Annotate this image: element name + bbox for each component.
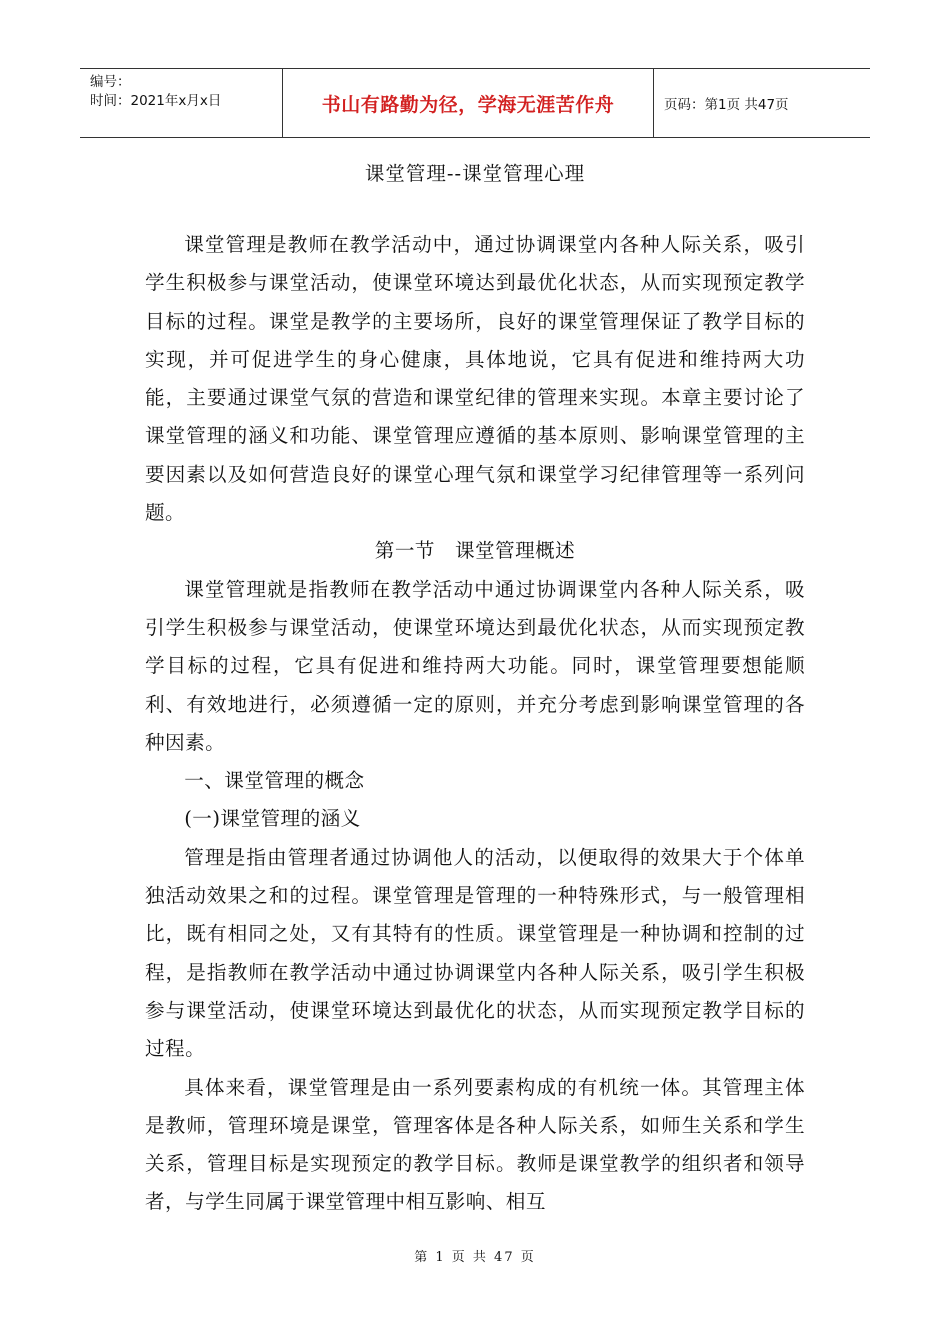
header-motto: 书山有路勤为径，学海无涯苦作舟	[321, 93, 615, 116]
page-footer: 第 1 页 共 47 页	[414, 1250, 536, 1265]
subsection-heading: 一、课堂管理的概念	[184, 769, 365, 793]
document-title: 课堂管理--课堂管理心理	[364, 162, 586, 185]
body-paragraph: 管理是指由管理者通过协调他人的活动，以便取得的效果大于个体单独活动效果之和的过程。课堂管理是管理的一种特殊形式，与一般管理相比，既有相同之处，又有其特有的性质。课堂管理是一种协调和控制的过程，是指教师在教学活动中通过协调课堂内各种人际关系，吸引学生积极参与课堂活动，使课堂环境达到最优化的状态，从而实现预定教学目标的过程。	[145, 845, 805, 1061]
header-motto-cell	[282, 69, 654, 137]
document-header	[80, 68, 870, 138]
header-page-info: 页码：第1页 共47页	[664, 97, 789, 113]
body-paragraph: 课堂管理就是指教师在教学活动中通过协调课堂内各种人际关系，吸引学生积极参与课堂活动，使课堂环境达到最优化状态，从而实现预定教学目标的过程，它具有促进和维持两大功能。同时，课堂管理要想能顺利、有效地进行，必须遵循一定的原则，并充分考虑到影响课堂管理的各种因素。	[145, 577, 805, 754]
body-paragraph: 课堂管理是教师在教学活动中，通过协调课堂内各种人际关系，吸引学生积极参与课堂活动，使课堂环境达到最优化状态，从而实现预定教学目标的过程。课堂是教学的主要场所，良好的课堂管理保证了教学目标的实现，并可促进学生的身心健康，具体地说，它具有促进和维持两大功能，主要通过课堂气氛的营造和课堂纪律的管理来实现。本章主要讨论了课堂管理的涵义和功能、课堂管理应遵循的基本原则、影响课堂管理的主要因素以及如何营造良好的课堂心理气氛和课堂学习纪律管理等一系列问题。	[145, 233, 805, 525]
section-heading: 第一节 课堂管理概述	[374, 539, 576, 563]
header-meta	[80, 69, 282, 137]
body-paragraph: 具体来看，课堂管理是由一系列要素构成的有机统一体。其管理主体是教师，管理环境是课堂，管理客体是各种人际关系，如师生关系和学生关系，管理目标是实现预定的教学目标。教师是课堂教学的组织者和领导者，与学生同属于课堂管理中相互影响、相互	[145, 1075, 805, 1214]
document-date: 时间：2021年x月x日	[90, 93, 222, 109]
document-body	[145, 226, 805, 1222]
subsubsection-heading: (一)课堂管理的涵义	[184, 807, 361, 831]
document-number-label: 编号：	[90, 74, 131, 90]
